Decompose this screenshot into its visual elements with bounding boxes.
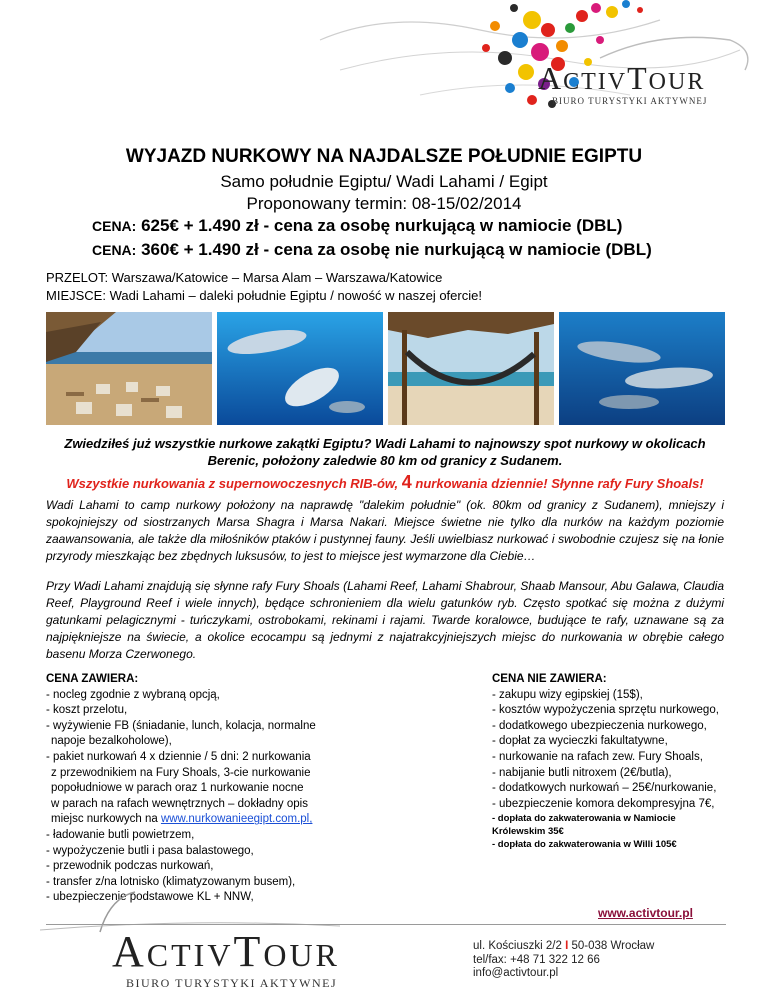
address-line xyxy=(473,940,654,954)
website-link[interactable]: www.activtour.pl xyxy=(598,906,693,920)
price-excludes-section xyxy=(492,672,742,851)
list-item: - dopłata do zakwaterowania w Willi 105€ xyxy=(492,839,677,851)
footer-divider xyxy=(46,924,726,925)
description-paragraph: Wadi Lahami to camp nurkowy położony na naprawdę "dalekim południe" (ok. 80km od granicy z Sudanem), mniejszy i spokojniejszy od siostrzanych Marsa Shagra i Marsa Nakari. Miejsce świetne nie tylko dla nurków na każdym poziomie zaawansowania, ale także dla miłośników ptaków i pustynnej fauny. Jeśli uwielbiasz nurkować i swobodnie czujesz się na łonie przyrody mieszkając bez zbędnych luksusów, to jest to miejsce jest wymarzone dla Ciebie… xyxy=(46,498,724,563)
highlight-number: 4 xyxy=(401,472,412,492)
street: ul. Kościuszki 2/2 xyxy=(473,940,562,952)
activtour-logo-top xyxy=(538,62,728,106)
list-item: - dopłat za wycieczki fakultatywne, xyxy=(492,735,668,748)
price-line-non-diving xyxy=(92,240,652,260)
list-item: - nabijanie butli nitroxem (2€/butla), xyxy=(492,766,672,779)
price-label: CENA: xyxy=(92,218,137,234)
reefs-paragraph: Przy Wadi Lahami znajdują się słynne rafy Fury Shoals (Lahami Reef, Lahami Shabrour, Shaab Mansour, Abu Galawa, Claudia Reef, Playground Reef i wiele innych), będące schronieniem dla wielu gatunków ryb. Często spotkać się można z dużymi gatunkami pelagicznymi - tuńczykami, ostrobokami, rekinami i rajami. Twarde koralowce, budujące te rafy, uznawane są za najpiękniejsze na świecie, a okolice ecocampu są jednymi z najatrakcyjniejszych miejsc do nurkowania w obrębie całego basenu Morza Czerwonego. xyxy=(46,579,724,661)
photo-dolphins-deep xyxy=(559,312,725,425)
list-item: napoje bezalkoholowe), xyxy=(51,735,172,748)
logo-subtitle: BIURO TURYSTYKI AKTYWNEJ xyxy=(126,976,338,990)
activtour-logo-bottom xyxy=(112,927,340,991)
price-line-diving xyxy=(92,216,622,236)
logo-letter: A xyxy=(112,927,147,976)
list-item: - dopłata do zakwaterowania w Namiocie Królewskim 35€ xyxy=(492,813,676,838)
price-label: CENA: xyxy=(92,242,137,258)
flight-info: PRZELOT: Warszawa/Katowice – Marsa Alam – Warszawa/Katowice xyxy=(46,270,443,285)
excludes-list xyxy=(492,688,742,852)
photo-dolphins-blue xyxy=(217,312,383,425)
excludes-heading: CENA NIE ZAWIERA: xyxy=(492,673,607,685)
list-item: - kosztów wypożyczenia sprzętu nurkowego, xyxy=(492,704,719,717)
list-item: - przewodnik podczas nurkowań, xyxy=(46,860,214,873)
list-item: - nurkowanie na rafach zew. Fury Shoals, xyxy=(492,750,703,763)
list-item: popołudniowe w parach oraz 1 nurkowanie nocne xyxy=(51,782,304,795)
term-line: Proponowany termin: 08-15/02/2014 xyxy=(246,194,522,213)
logo-letter: A xyxy=(538,60,564,96)
diving-sites-link[interactable]: www.nurkowanieegipt.com.pl, xyxy=(160,813,313,826)
highlight-part: nurkowania dziennie! Słynne rafy Fury Shoals! xyxy=(411,476,704,491)
photo-hammock-beach xyxy=(388,312,554,425)
location-subtitle: Samo południe Egiptu/ Wadi Lahami / Egipt xyxy=(220,172,548,191)
list-item: - ubezpieczenie podstawowe KL + NNW, xyxy=(46,891,254,904)
highlight-text xyxy=(46,472,724,493)
highlight-part: Wszystkie nurkowania z supernowoczesnych RIB-ów, xyxy=(66,476,402,491)
price-text: 360€ + 1.490 zł - cena za osobę nie nurkującą w namiocie (DBL) xyxy=(141,240,652,259)
list-item: - koszt przelotu, xyxy=(46,704,128,717)
email-line: info@activtour.pl xyxy=(473,967,559,979)
list-item: - nocleg zgodnie z wybraną opcją, xyxy=(46,688,220,701)
list-item: - ładowanie butli powietrzem, xyxy=(46,828,195,841)
page-title: WYJAZD NURKOWY NA NAJDALSZE POŁUDNIE EGIPTU xyxy=(125,146,643,167)
logo-word-part: CTIV xyxy=(146,937,234,973)
logo-word-part: OUR xyxy=(648,69,706,95)
list-item: - wyżywienie FB (śniadanie, lunch, kolacja, normalne xyxy=(46,719,316,732)
list-item: - wypożyczenie butli i pasa balastowego, xyxy=(46,844,254,857)
logo-letter: T xyxy=(627,60,649,96)
list-item: - dodatkowych nurkowań – 25€/nurkowanie, xyxy=(492,782,717,795)
list-item: - pakiet nurkowań 4 x dziennie / 5 dni: 2 nurkowania xyxy=(46,750,311,763)
logo-subtitle: BIURO TURYSTYKI AKTYWNEJ xyxy=(552,96,708,106)
city: 50-038 Wrocław xyxy=(571,940,655,952)
list-item: - zakupu wizy egipskiej (15$), xyxy=(492,688,643,701)
logo-word-part: OUR xyxy=(263,937,340,973)
price-includes-section xyxy=(46,672,346,906)
list-item: - ubezpieczenie komora dekompresyjna 7€, xyxy=(492,797,715,810)
list-item: w parach na rafach wewnętrznych – dokładny opis xyxy=(51,797,308,810)
photo-beach-cafe xyxy=(46,312,212,425)
list-item: - dodatkowego ubezpieczenia nurkowego, xyxy=(492,719,707,732)
price-text: 625€ + 1.490 zł - cena za osobę nurkującą w namiocie (DBL) xyxy=(141,216,623,235)
list-item xyxy=(46,812,346,828)
place-info: MIEJSCE: Wadi Lahami – daleki południe Egiptu / nowość w naszej ofercie! xyxy=(46,288,482,303)
logo-letter: T xyxy=(233,927,264,976)
list-item: z przewodnikiem na Fury Shoals, 3-cie nurkowanie xyxy=(51,766,311,779)
address-separator: I xyxy=(565,940,569,952)
lead-text: Zwiedziłeś już wszystkie nurkowe zakątki Egiptu? Wadi Lahami to najnowszy spot nurkowy w okolicach Berenic, położony zaledwie 80 km od granicy z Sudanem. xyxy=(64,436,706,468)
contact-address xyxy=(473,940,654,981)
includes-heading: CENA ZAWIERA: xyxy=(46,673,139,685)
includes-list xyxy=(46,688,346,906)
logo-word-part: CTIV xyxy=(563,69,628,95)
list-item-text: miejsc nurkowych na xyxy=(51,813,161,826)
phone-line: tel/fax: +48 71 322 12 66 xyxy=(473,953,600,966)
list-item: - transfer z/na lotnisko (klimatyzowanym busem), xyxy=(46,875,296,888)
